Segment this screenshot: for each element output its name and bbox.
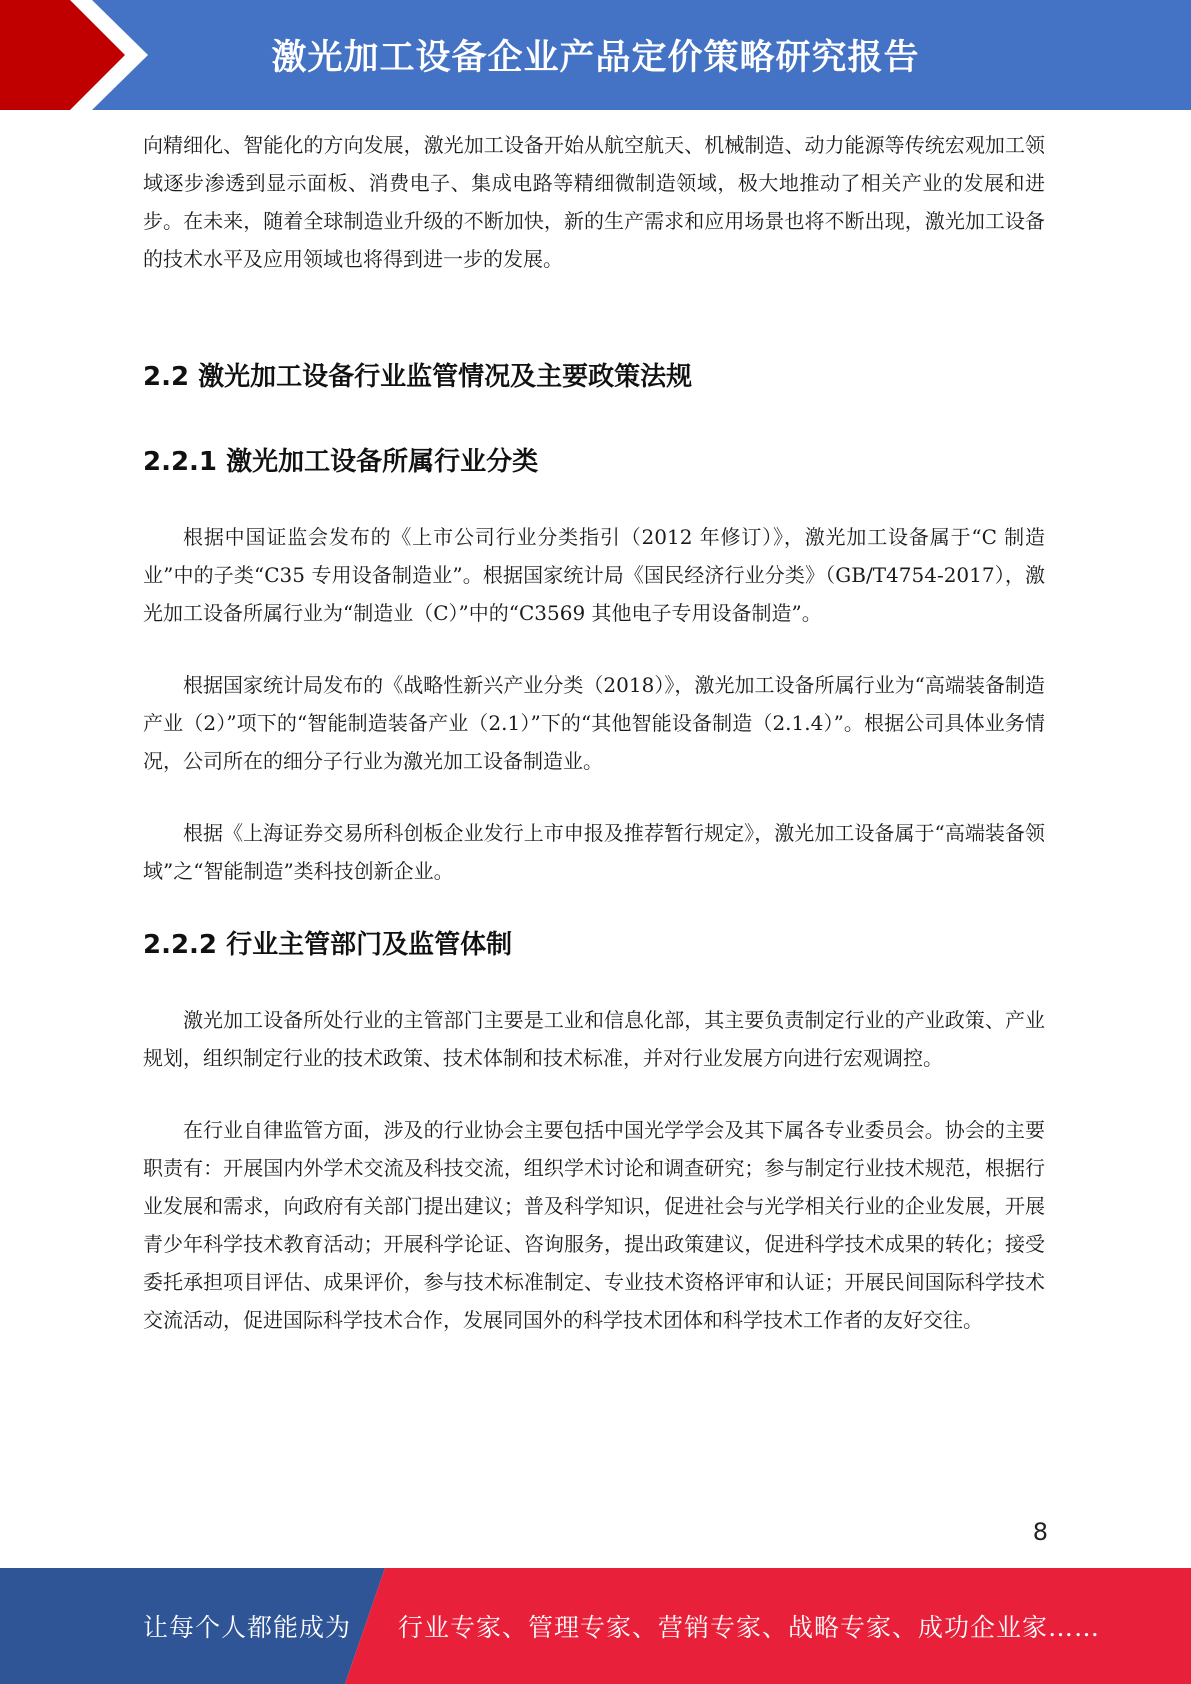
intro-paragraph: 向精细化、智能化的方向发展，激光加工设备开始从航空航天、机械制造、动力能源等传统宏观加工领域逐步渗透到显示面板、消费电子、集成电路等精细微制造领域，极大地推动了相关产业的发展和进步。在未来，随着全球制造业升级的不断加快，新的生产需求和应用场景也将不断出现，激光加工设备的技术水平及应用领域也将得到进一步的发展。 [143,133,1045,271]
section-2-2-2-heading: 2.2.2 行业主管部门及监管体制 [143,930,513,960]
paragraph-star-market: 根据《上海证券交易所科创板企业发行上市申报及推荐暂行规定》，激光加工设备属于“高端装备领域”之“智能制造”类科技创新企业。 [143,821,1045,883]
footer-slogan-right: 行业专家、管理专家、营销专家、战略专家、成功企业家…… [398,1613,1101,1642]
section-2-2-1-heading: 2.2.1 激光加工设备所属行业分类 [143,447,539,477]
footer-slogan-left: 让每个人都能成为 [143,1613,352,1642]
paragraph-competent-department: 激光加工设备所处行业的主管部门主要是工业和信息化部，其主要负责制定行业的产业政策、产业规划，组织制定行业的技术政策、技术体制和技术标准，并对行业发展方向进行宏观调控。 [143,1008,1045,1070]
paragraph-industry-association: 在行业自律监管方面，涉及的行业协会主要包括中国光学学会及其下属各专业委员会。协会的主要职责有：开展国内外学术交流及科技交流，组织学术讨论和调查研究；参与制定行业技术规范，根据行业发展和需求，向政府有关部门提出建议；普及科学知识，促进社会与光学相关行业的企业发展，开展青少年科学技术教育活动；开展科学论证、咨询服务，提出政策建议，促进科学技术成果的转化；接受委托承担项目评估、成果评价，参与技术标准制定、专业技术资格评审和认证；开展民间国际科学技术交流活动，促进国际科学技术合作，发展同国外的科学技术团体和科学技术工作者的友好交往。 [143,1118,1045,1332]
paragraph-industry-classification: 根据中国证监会发布的《上市公司行业分类指引（2012 年修订）》，激光加工设备属于“C 制造业”中的子类“C35 专用设备制造业”。根据国家统计局《国民经济行业分类》（GB/T4754-2017），激光加工设备所属行业为“制造业（C）”中的“C3569 其他电子专用设备制造”。 [143,525,1045,625]
paragraph-strategic-industry: 根据国家统计局发布的《战略性新兴产业分类（2018）》，激光加工设备所属行业为“高端装备制造产业（2）”项下的“智能制造装备产业（2.1）”下的“其他智能设备制造（2.1.4）”。根据公司具体业务情况，公司所在的细分子行业为激光加工设备制造业。 [143,673,1045,773]
main-content [143,126,1045,1339]
section-2-2-heading: 2.2 激光加工设备行业监管情况及主要政策法规 [143,362,693,392]
report-title: 激光加工设备企业产品定价策略研究报告 [271,38,920,78]
page-header [0,0,1191,110]
page-footer [0,1568,1191,1684]
page-number: 8 [1032,1518,1048,1546]
